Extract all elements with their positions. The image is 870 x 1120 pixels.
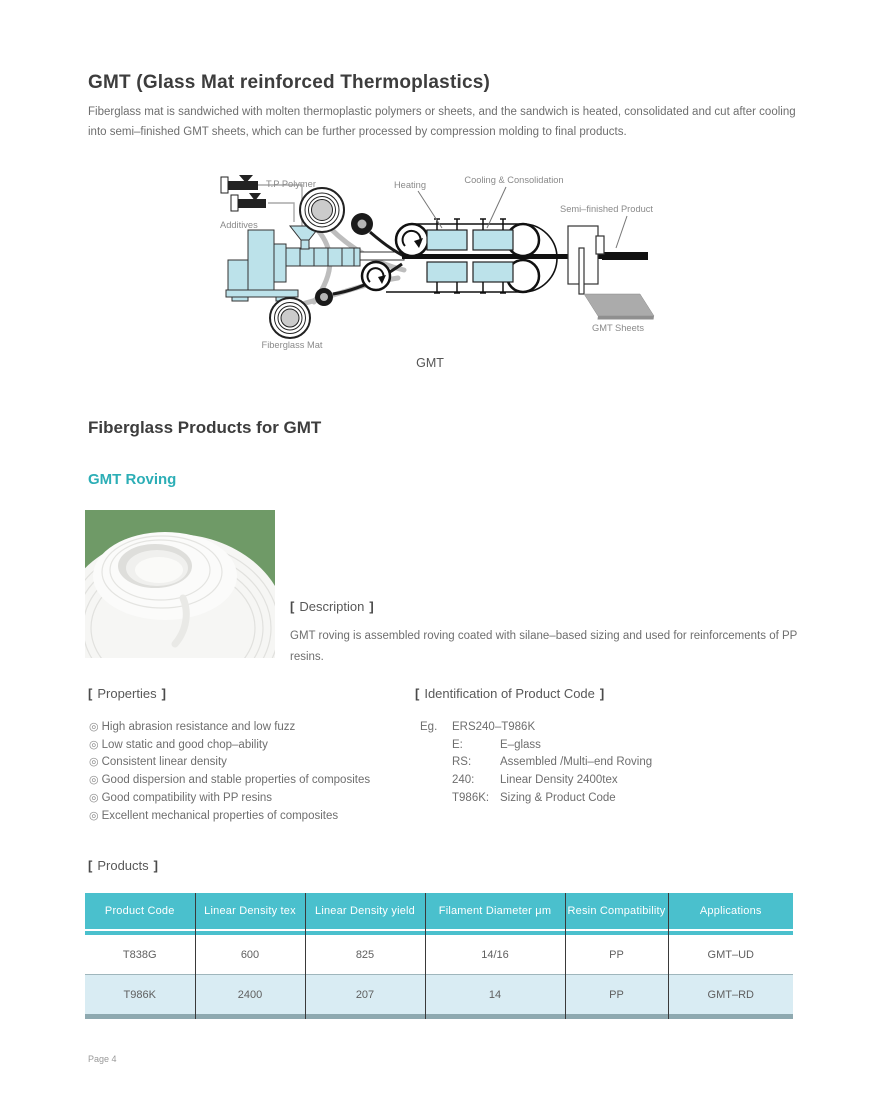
table-cell: PP: [565, 935, 668, 975]
section-heading-gmt-roving: GMT Roving: [88, 471, 177, 488]
property-item: [89, 808, 370, 826]
process-diagram-svg: [190, 172, 670, 372]
section-heading-fiberglass-products: Fiberglass Products for GMT: [88, 418, 322, 437]
bracket-open: [: [290, 599, 295, 614]
property-item-text: Low static and good chop–ability: [101, 738, 268, 751]
property-item-text: Consistent linear density: [101, 756, 227, 769]
bracket-open: [: [88, 686, 93, 701]
diagram-label-gmt-sheets: GMT Sheets: [591, 323, 645, 333]
table-cell: 14/16: [425, 935, 565, 975]
bracket-open: [: [415, 686, 420, 701]
table-cell: 14: [425, 975, 565, 1015]
bullet-icon: ◎: [89, 809, 99, 822]
diagram-label-tp-polymer: T.P Polymer: [266, 179, 316, 189]
gmt-roving-photo: [85, 510, 275, 658]
identification-heading-label: Identification of Product Code: [424, 686, 595, 701]
table-row: [85, 935, 793, 975]
identification-heading: [415, 686, 604, 701]
cutter-icon: [568, 226, 604, 294]
diagram-label-semi-finished: Semi–finished Product: [560, 204, 654, 214]
table-header-cell: Applications: [668, 893, 793, 929]
code-part: T986K:: [452, 791, 490, 804]
products-heading: [88, 858, 158, 873]
code-part: 240:: [452, 774, 475, 787]
bracket-close: ]: [599, 686, 605, 701]
diagram-label-fiberglass-mat: Fiberglass Mat: [261, 340, 323, 350]
bullet-icon: ◎: [89, 721, 99, 733]
diagram-label-additives: Additives: [220, 220, 258, 230]
properties-heading-label: Properties: [97, 686, 157, 701]
properties-heading: [88, 686, 166, 701]
bullet-icon: ◎: [89, 756, 99, 769]
process-diagram: [190, 172, 670, 377]
code-part: E:: [452, 738, 463, 751]
table-header-cell: Linear Density yield: [305, 893, 425, 929]
eg-label: Eg.: [420, 721, 438, 733]
table-bottom-strip: [85, 1014, 793, 1019]
property-item: [89, 737, 370, 755]
tp-polymer-feeder-icon: [221, 175, 258, 193]
table-cell: T838G: [85, 935, 195, 975]
intro-paragraph: Fiberglass mat is sandwiched with molten thermoplastic polymers or sheets, and the sandwich is heated, consolidated and cut after cooling into semi–finished GMT sheets, which can be further processed by compression molding to final products.: [88, 106, 796, 139]
bracket-open: [: [88, 858, 93, 873]
code-meaning: Assembled /Multi–end Roving: [500, 756, 653, 769]
property-item: [89, 754, 370, 772]
diagram-caption: GMT: [416, 356, 444, 370]
bullet-icon: ◎: [89, 791, 99, 804]
bracket-close: ]: [161, 686, 166, 701]
mat-roll-bottom-icon: [270, 298, 310, 338]
table-row: [85, 975, 793, 1015]
table-header-cell: Linear Density tex: [195, 893, 305, 929]
table-header-cell: Resin Compatibility: [565, 893, 668, 929]
table-cell: 825: [305, 935, 425, 975]
table-header-cell: Product Code: [85, 893, 195, 929]
bullet-icon: ◎: [89, 738, 99, 751]
semi-finished-product-bar: [602, 252, 648, 260]
property-item: [89, 790, 370, 808]
diagram-label-cooling: Cooling & Consolidation: [464, 175, 564, 185]
table-cell: PP: [565, 975, 668, 1015]
property-item: [89, 719, 370, 737]
code-part: RS:: [452, 756, 472, 769]
page-number: Page 4: [88, 1054, 117, 1064]
properties-list: [89, 719, 370, 825]
gmt-sheet-stack-icon: [584, 294, 654, 320]
code-meaning: Sizing & Product Code: [500, 791, 616, 804]
products-table: [85, 893, 793, 1019]
description-heading: [290, 599, 374, 614]
table-header-cell: Filament Diameter μm: [425, 893, 565, 929]
diagram-label-heating: Heating: [393, 180, 427, 190]
identification-block: [420, 719, 652, 808]
property-item-text: Good dispersion and stable properties of composites: [101, 774, 371, 787]
description-body: GMT roving is assembled roving coated with silane–based sizing and used for reinforcements of PP resins.: [290, 630, 798, 664]
page-title: GMT (Glass Mat reinforced Thermoplastics): [88, 72, 491, 93]
table-cell: GMT–UD: [668, 935, 793, 975]
bullet-icon: ◎: [89, 774, 99, 787]
code-meaning: E–glass: [500, 738, 541, 751]
code-meaning: Linear Density 2400tex: [500, 774, 618, 787]
example-code: ERS240–T986K: [452, 721, 536, 733]
products-heading-label: Products: [97, 858, 149, 873]
table-cell: 600: [195, 935, 305, 975]
property-item-text: High abrasion resistance and low fuzz: [101, 721, 296, 733]
bracket-close: ]: [369, 599, 374, 614]
table-cell: GMT–RD: [668, 975, 793, 1015]
table-cell: 2400: [195, 975, 305, 1015]
additives-feeder-icon: [231, 193, 266, 211]
property-item: [89, 772, 370, 790]
property-item-text: Good compatibility with PP resins: [101, 791, 273, 804]
table-cell: T986K: [85, 975, 195, 1015]
description-heading-label: Description: [299, 599, 365, 614]
bracket-close: ]: [153, 858, 158, 873]
table-header-row: [85, 893, 793, 929]
table-cell: 207: [305, 975, 425, 1015]
mat-roll-top-icon: [300, 188, 344, 232]
property-item-text: Excellent mechanical properties of composites: [101, 809, 339, 822]
